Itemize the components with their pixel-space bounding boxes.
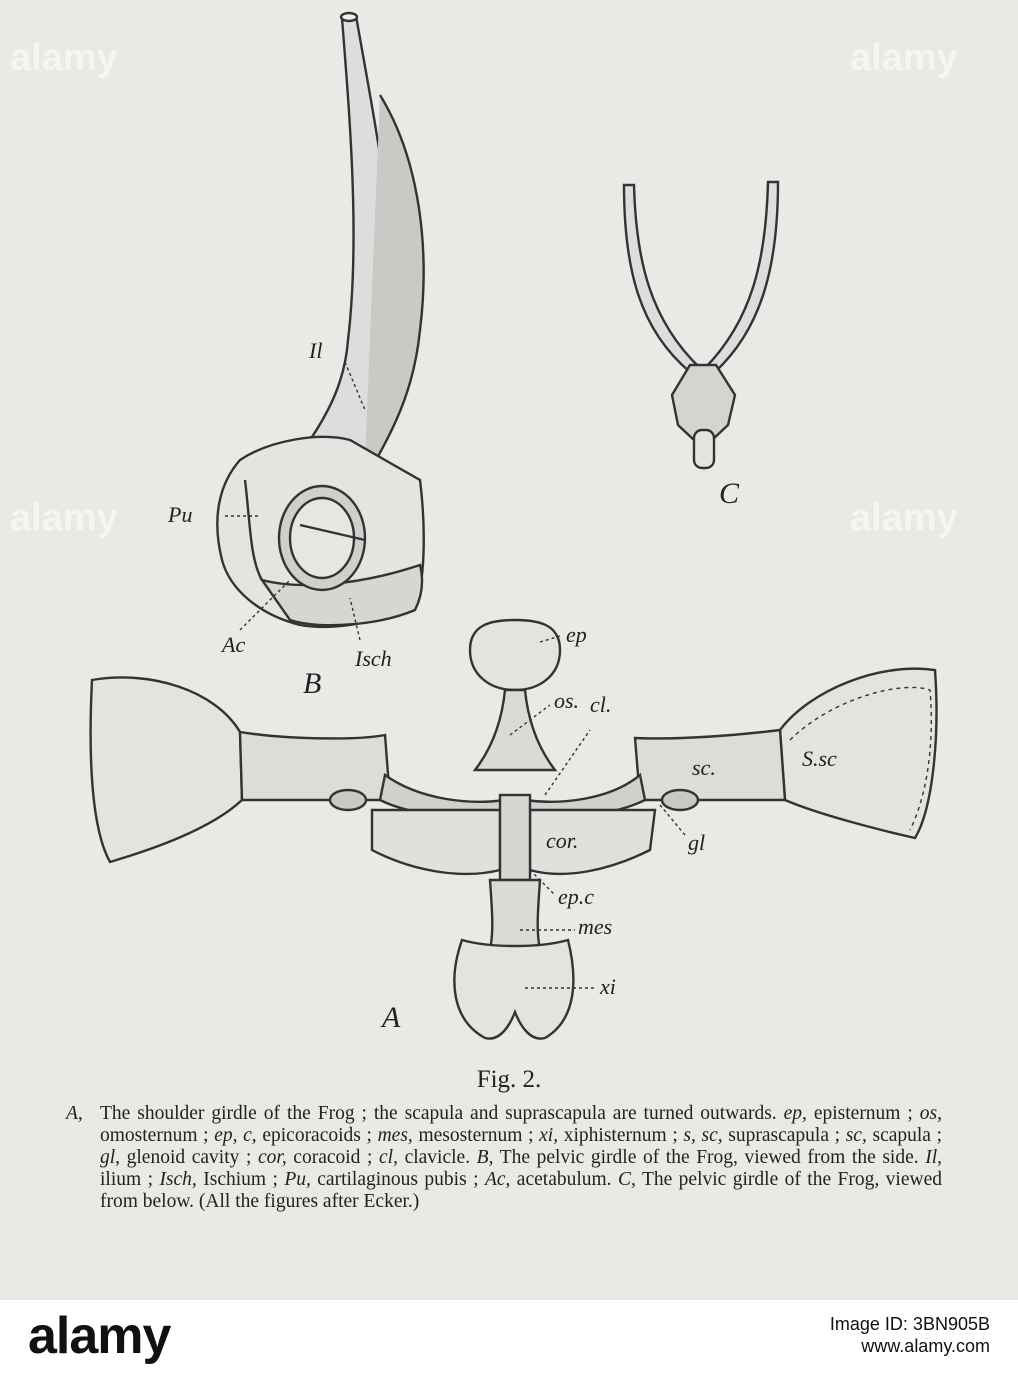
label-xi: xi bbox=[600, 974, 616, 999]
image-id-text: Image ID: 3BN905B bbox=[829, 1314, 990, 1334]
footer-image-id bbox=[830, 1313, 990, 1357]
caption-text: acetabulum. bbox=[510, 1169, 618, 1190]
figure-letter-b: B bbox=[303, 667, 322, 700]
ilium-right bbox=[705, 182, 778, 372]
omosternum bbox=[475, 690, 555, 770]
caption-abbreviation: B, bbox=[476, 1147, 494, 1168]
watermark-text: alamy bbox=[850, 497, 958, 539]
caption-text: The pelvic girdle of the Frog, viewed from below. (All the figures after Ecker.) bbox=[100, 1169, 942, 1212]
caption-text: glenoid cavity ; bbox=[120, 1147, 258, 1168]
footer-logo: alamy bbox=[28, 1307, 171, 1365]
caption-text: The shoulder girdle of the Frog ; the scapula and suprascapula are turned outwards. bbox=[100, 1103, 784, 1124]
caption-text: Ischium ; bbox=[196, 1169, 285, 1190]
caption-text: xiphisternum ; bbox=[558, 1125, 684, 1146]
caption-abbreviation: mes, bbox=[377, 1125, 413, 1146]
figure-title: Fig. 2. bbox=[476, 1066, 542, 1093]
episternum bbox=[470, 620, 560, 690]
caption-abbreviation: Il, bbox=[925, 1147, 942, 1168]
suprascapula-left bbox=[91, 677, 242, 862]
caption-abbreviation: xi, bbox=[539, 1125, 559, 1146]
label-os: os. bbox=[554, 688, 580, 713]
watermark-text: alamy bbox=[10, 497, 118, 539]
site-url: www.alamy.com bbox=[861, 1336, 990, 1356]
figure-a-shoulder-girdle bbox=[91, 620, 937, 1039]
caption-abbreviation: Isch, bbox=[159, 1169, 197, 1190]
figure-caption bbox=[66, 1103, 943, 1213]
label-il: Il bbox=[309, 338, 323, 363]
caption-text: epicoracoids ; bbox=[256, 1125, 378, 1146]
watermark-text: alamy bbox=[850, 37, 958, 79]
caption-text: clavicle. bbox=[397, 1147, 477, 1168]
scapula-left bbox=[240, 732, 390, 800]
label-ssc: S.sc bbox=[802, 746, 837, 771]
caption-text: omosternum ; bbox=[100, 1125, 215, 1146]
caption-text: episternum ; bbox=[806, 1103, 920, 1124]
label-gl: gl bbox=[688, 830, 706, 855]
caption-abbreviation: ep, bbox=[783, 1103, 807, 1124]
caption-abbreviation: cor, bbox=[257, 1147, 287, 1168]
figure-letter-c: C bbox=[719, 477, 740, 510]
ilium-tip bbox=[341, 13, 357, 21]
label-ac: Ac bbox=[222, 632, 246, 657]
caption-text: ilium ; bbox=[100, 1169, 160, 1190]
caption-text: mesosternum ; bbox=[412, 1125, 540, 1146]
label-ep: ep bbox=[566, 622, 587, 647]
glenoid-right bbox=[662, 790, 698, 810]
watermark-group bbox=[10, 37, 958, 539]
caption-abbreviation: Pu, bbox=[284, 1169, 311, 1190]
label-mes: mes bbox=[578, 914, 613, 939]
caption-abbreviation: os, bbox=[919, 1103, 942, 1124]
label-cl: cl. bbox=[590, 692, 612, 717]
mesosternum bbox=[490, 880, 540, 950]
caption-abbreviation: Ac, bbox=[484, 1169, 511, 1190]
caption-abbreviation: sc, bbox=[845, 1125, 867, 1146]
caption-abbreviation: ep, c, bbox=[214, 1125, 257, 1146]
label-epc: ep.c bbox=[558, 884, 595, 909]
caption-abbreviation: C, bbox=[617, 1169, 636, 1190]
acetabulum-inner bbox=[290, 498, 354, 578]
watermark-text: alamy bbox=[10, 37, 118, 79]
pelvic-body bbox=[672, 365, 735, 440]
caption-prefix: A, bbox=[66, 1103, 83, 1124]
ilium-left bbox=[624, 185, 700, 372]
caption-abbreviation: gl, bbox=[100, 1147, 121, 1168]
figure-c-pelvic-girdle-below bbox=[624, 182, 778, 468]
label-cor: cor. bbox=[546, 828, 579, 853]
xiphisternum bbox=[454, 940, 573, 1039]
caption-text: cartilaginous pubis ; bbox=[310, 1169, 485, 1190]
caption-body bbox=[100, 1103, 942, 1212]
figure-letter-a: A bbox=[382, 1001, 401, 1034]
glenoid-left bbox=[330, 790, 366, 810]
coracoid-left bbox=[372, 810, 500, 874]
label-pu: Pu bbox=[168, 502, 193, 527]
label-sc: sc. bbox=[692, 755, 716, 780]
label-isch: Isch bbox=[355, 646, 392, 671]
figure-b-pelvic-girdle-side bbox=[217, 13, 423, 627]
caption-abbreviation: cl, bbox=[379, 1147, 398, 1168]
caption-text: scapula ; bbox=[866, 1125, 943, 1146]
caption-text: The pelvic girdle of the Frog, viewed from the side. bbox=[493, 1147, 926, 1168]
caption-text: coracoid ; bbox=[286, 1147, 380, 1168]
caption-abbreviation: s, sc, bbox=[683, 1125, 723, 1146]
caption-text: suprascapula ; bbox=[722, 1125, 846, 1146]
pubis-process bbox=[694, 430, 714, 468]
epicoracoid bbox=[500, 795, 530, 880]
